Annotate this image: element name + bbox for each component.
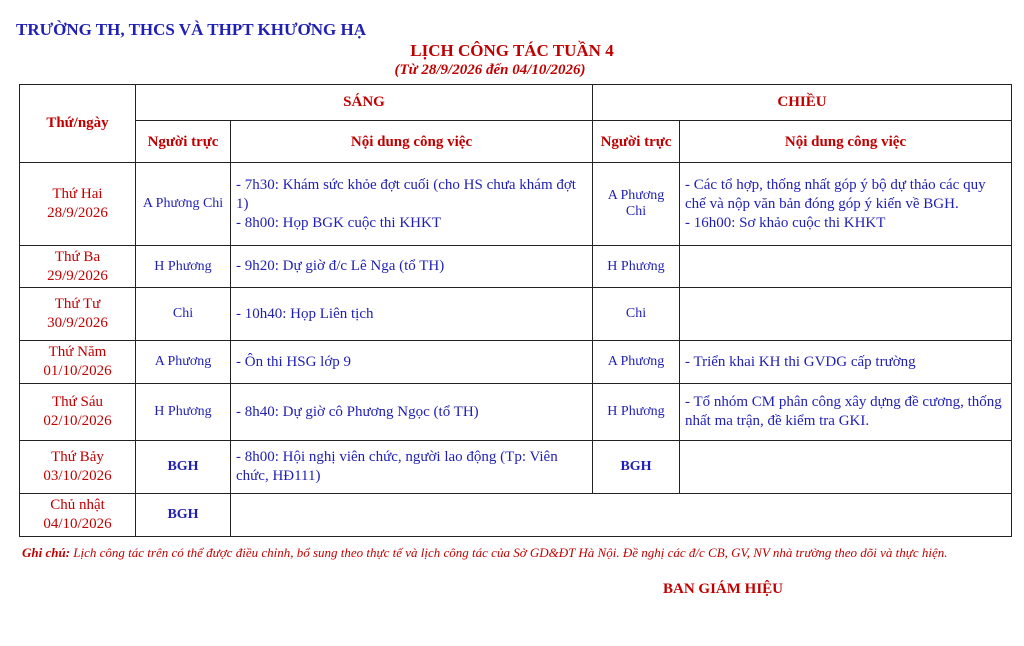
day-cell	[20, 494, 136, 537]
pm-work-cell	[680, 163, 1012, 246]
am-work-cell	[231, 288, 593, 341]
am-work-cell	[231, 246, 593, 288]
day-date: 30/9/2026	[47, 315, 108, 331]
day-name: Thứ Ba	[54, 248, 101, 265]
am-work-cell	[231, 163, 593, 246]
day-name: Thứ Bảy	[51, 449, 104, 465]
am-duty-cell: BGH	[136, 441, 231, 494]
table-row	[20, 494, 1012, 537]
pm-work-cell	[680, 341, 1012, 384]
task-item: - 9h20: Dự giờ đ/c Lê Nga (tổ TH)	[236, 258, 445, 274]
signature: BAN GIÁM HIỆU	[663, 581, 784, 597]
am-work-cell	[231, 384, 593, 441]
schedule-date-range: (Từ 28/9/2026 đến 04/10/2026)	[394, 62, 586, 78]
table-row	[20, 246, 1012, 288]
note-label: Ghi chú:	[22, 545, 71, 560]
schedule-table	[19, 84, 1012, 537]
schedule-title: LỊCH CÔNG TÁC TUẦN 4	[410, 41, 614, 60]
pm-duty-cell: H Phương	[593, 384, 680, 441]
am-work-cell	[231, 341, 593, 384]
task-item: - Các tổ hợp, thống nhất góp ý bộ dự thảo các quy chế và nộp văn bản đóng góp ý kiến về BGH.	[685, 176, 986, 212]
day-date: 01/10/2026	[43, 363, 112, 379]
pm-duty-cell: H Phương	[593, 246, 680, 288]
col-header-pm-content: Nội dung công việc	[680, 121, 1012, 163]
day-cell	[20, 163, 136, 246]
task-item: - 16h00: Sơ khảo cuộc thi KHKT	[685, 214, 886, 231]
pm-work-cell	[680, 384, 1012, 441]
day-cell	[20, 288, 136, 341]
day-date: 02/10/2026	[43, 413, 112, 429]
task-item: - 8h00: Họp BGK cuộc thi KHKT	[236, 214, 441, 231]
footer-note	[12, 544, 1002, 562]
day-date: 03/10/2026	[43, 468, 112, 484]
table-row	[20, 288, 1012, 341]
table-row	[20, 441, 1012, 494]
pm-duty-cell: BGH	[593, 441, 680, 494]
am-duty-cell: BGH	[136, 494, 231, 537]
day-name: Thứ Tư	[54, 296, 101, 312]
am-duty-cell: A Phương Chi	[136, 163, 231, 246]
task-item: - Tổ nhóm CM phân công xây dựng đề cương, thống nhất ma trận, đề kiểm tra GKI.	[685, 394, 1002, 429]
school-name: TRƯỜNG TH, THCS VÀ THPT KHƯƠNG HẠ	[16, 20, 366, 39]
pm-work-cell	[680, 246, 1012, 288]
day-cell	[20, 246, 136, 288]
day-date: 28/9/2026	[47, 205, 108, 221]
table-row	[20, 163, 1012, 246]
note-text: Lịch công tác trên có thể được điều chỉnh, bổ sung theo thực tế và lịch công tác của Sở GD&ĐT Hà Nội. Đề nghị các đ/c CB, GV, NV nhà trường theo dõi và thực hiện.	[70, 545, 948, 560]
col-header-am-content: Nội dung công việc	[231, 121, 593, 163]
pm-duty-cell: Chi	[593, 288, 680, 341]
day-cell	[20, 341, 136, 384]
am-duty-cell: A Phương	[136, 341, 231, 384]
table-row	[20, 341, 1012, 384]
pm-duty-cell: A Phương Chi	[593, 163, 680, 246]
day-name: Chủ nhật	[50, 497, 105, 513]
am-duty-cell: Chi	[136, 288, 231, 341]
task-item: - 10h40: Họp Liên tịch	[236, 305, 374, 322]
am-work-cell	[231, 494, 1012, 537]
day-cell	[20, 384, 136, 441]
task-item: - 8h40: Dự giờ cô Phương Ngọc (tổ TH)	[236, 403, 479, 420]
task-item: - 7h30: Khám sức khỏe đợt cuối (cho HS chưa khám đợt 1)	[236, 176, 576, 212]
day-date: 04/10/2026	[43, 516, 112, 532]
day-name: Thứ Hai	[52, 186, 103, 202]
task-item: - 8h00: Hội nghị viên chức, người lao động (Tp: Viên chức, HĐ111)	[236, 449, 558, 484]
col-header-pm-duty: Người trực	[593, 121, 680, 163]
col-header-day: Thứ/ngày	[20, 85, 136, 163]
day-cell	[20, 441, 136, 494]
am-duty-cell: H Phương	[136, 384, 231, 441]
day-name: Thứ Sáu	[51, 394, 104, 410]
day-date: 29/9/2026	[47, 267, 108, 284]
pm-duty-cell: A Phương	[593, 341, 680, 384]
pm-work-cell	[680, 288, 1012, 341]
am-work-cell	[231, 441, 593, 494]
day-name: Thứ Năm	[48, 344, 107, 360]
task-item: - Ôn thi HSG lớp 9	[236, 353, 352, 370]
col-header-morning: SÁNG	[136, 85, 593, 121]
am-duty-cell: H Phương	[136, 246, 231, 288]
col-header-am-duty: Người trực	[136, 121, 231, 163]
schedule-body	[20, 163, 1012, 537]
table-row	[20, 384, 1012, 441]
task-item: - Triển khai KH thi GVDG cấp trường	[685, 353, 916, 370]
pm-work-cell	[680, 441, 1012, 494]
col-header-afternoon: CHIỀU	[593, 85, 1012, 121]
